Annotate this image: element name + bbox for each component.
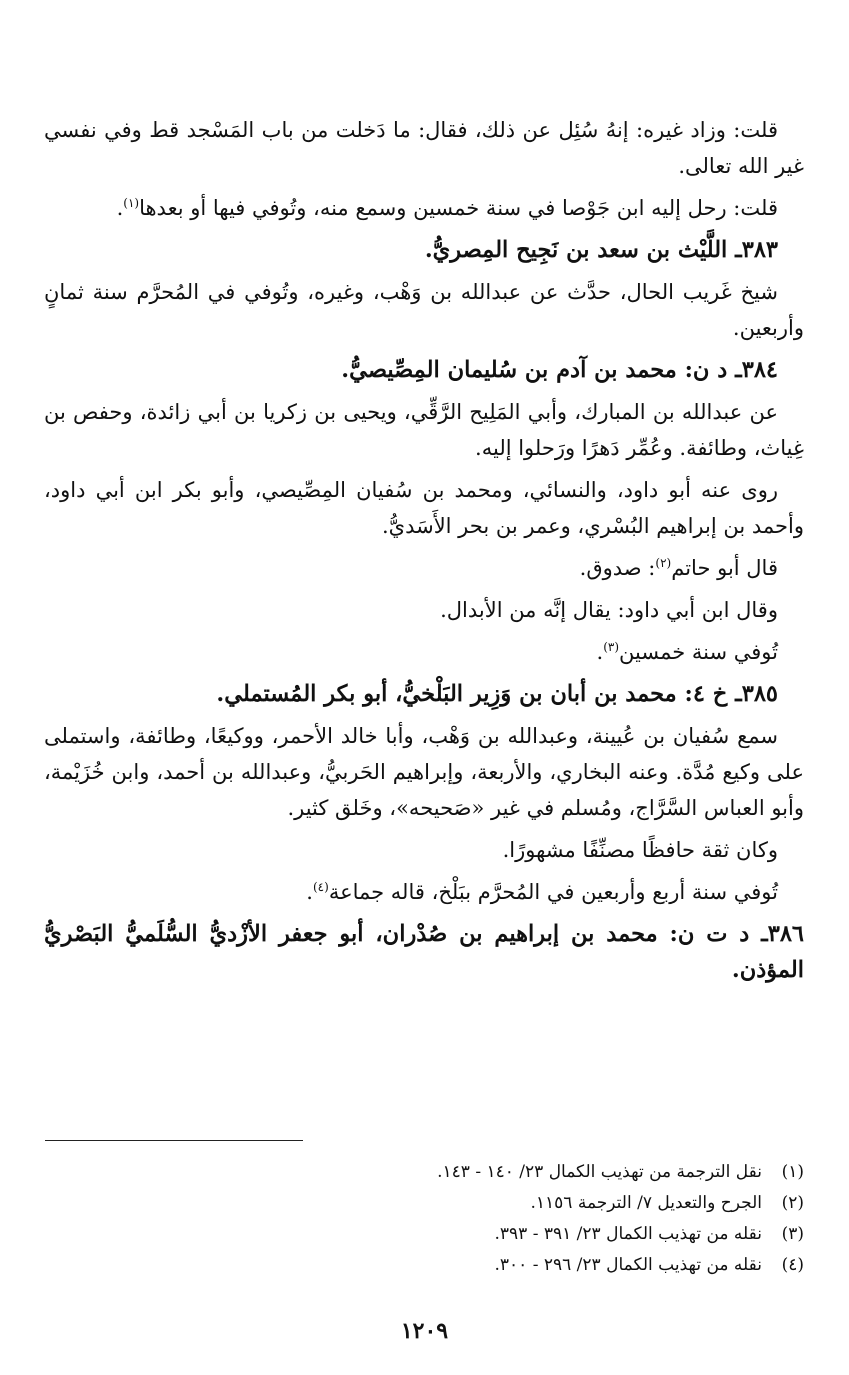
footnote-number: (٤) bbox=[781, 1255, 804, 1275]
paragraph bbox=[44, 472, 804, 544]
paragraph-text: سمع سُفيان بن عُيينة، وعبدالله بن وَهْب، وأبا خالد الأحمر، ووكيعًا، وطائفة، واستملى على وكيع مُدَّة. وعنه البخاري، والأربعة، وإبراهيم الحَربيُّ، وعبدالله بن أحمد، وابن خُزَيْمة، وأبو العباس السَّرَّاج، ومُسلم في غير «صَحيحه»، وخَلق كثير. bbox=[44, 724, 804, 820]
paragraph bbox=[44, 718, 804, 826]
entry-heading bbox=[44, 352, 804, 388]
paragraph-text: روى عنه أبو داود، والنسائي، ومحمد بن سُفيان المِصِّيصي، وأبو بكر ابن أبي داود، وأحمد بن إبراهيم البُسْري، وعمر بن بحر الأَسَديُّ. bbox=[44, 478, 804, 538]
footnotes bbox=[44, 1157, 804, 1281]
paragraph-text: وقال ابن أبي داود: يقال إنَّه من الأبدال. bbox=[440, 598, 778, 622]
paragraph-text: عن عبدالله بن المبارك، وأبي المَلِيح الرَّقِّي، ويحيى بن زكريا بن أبي زائدة، وحفص بن غِياث، وطائفة. وعُمِّر دَهرًا ورَحلوا إليه. bbox=[44, 400, 804, 460]
paragraph-text: ٣٨٦ـ د ت ن: محمد بن إبراهيم بن صُدْران، أبو جعفر الأزْديُّ السُّلَميُّ البَصْريُّ المؤذن. bbox=[44, 921, 804, 983]
paragraph bbox=[44, 394, 804, 466]
paragraph-text: شيخ غَريب الحال، حدَّث عن عبدالله بن وَهْب، وغيره، وتُوفي في المُحرَّم سنة ثمانٍ وأربعين. bbox=[44, 280, 804, 340]
paragraph-text: قال أبو حاتم bbox=[671, 556, 778, 580]
footnote-text: نقله من تهذيب الكمال ٢٣/ ٢٩٦ - ٣٠٠. bbox=[494, 1255, 762, 1275]
paragraph-text: تُوفي سنة خمسين bbox=[619, 640, 778, 664]
paragraph-tail: . bbox=[596, 640, 604, 664]
footnote bbox=[44, 1157, 804, 1188]
paragraph-text: قلت: رحل إليه ابن جَوْصا في سنة خمسين وسمع منه، وتُوفي فيها أو بعدها bbox=[139, 196, 778, 220]
paragraph-text: وكان ثقة حافظًا مصنِّفًا مشهورًا. bbox=[502, 838, 778, 862]
page-number: ١٢٠٩ bbox=[400, 1318, 449, 1344]
paragraph-tail: . bbox=[306, 880, 313, 904]
paragraph bbox=[44, 112, 804, 184]
footnote-text: الجرح والتعديل ٧/ الترجمة ١١٥٦. bbox=[530, 1193, 762, 1213]
entry-heading bbox=[44, 232, 804, 268]
paragraph-text: قلت: وزاد غيره: إنهُ سُئِل عن ذلك، فقال: ما دَخلت من باب المَسْجد قط وفي نفسي غير الله تعالى. bbox=[44, 118, 804, 178]
paragraph bbox=[44, 832, 804, 868]
paragraph bbox=[44, 274, 804, 346]
footnote bbox=[44, 1219, 804, 1250]
footnote-text: نقل الترجمة من تهذيب الكمال ٢٣/ ١٤٠ - ١٤٣. bbox=[437, 1162, 762, 1182]
paragraph-text: ٣٨٤ـ د ن: محمد بن آدم بن سُليمان المِصِّيصيُّ. bbox=[341, 357, 778, 383]
main-text bbox=[44, 112, 804, 994]
paragraph-text: ٣٨٥ـ خ ٤: محمد بن أبان بن وَزِير البَلْخيُّ، أبو بكر المُستملي. bbox=[216, 681, 778, 707]
paragraph-text: ٣٨٣ـ اللَّيْث بن سعد بن نَجِيح المِصريُّ. bbox=[424, 237, 778, 263]
footnote-marker: (٢) bbox=[655, 556, 672, 570]
footnote-number: (١) bbox=[781, 1162, 804, 1182]
paragraph-text: تُوفي سنة أربع وأربعين في المُحرَّم ببَلْخ، قاله جماعة bbox=[328, 880, 778, 904]
entry-heading bbox=[44, 916, 804, 988]
footnote-number: (٣) bbox=[781, 1224, 804, 1244]
footnote-marker: (٣) bbox=[603, 640, 620, 654]
footnote-marker: (٤) bbox=[312, 880, 329, 894]
footnote-number: (٢) bbox=[781, 1193, 804, 1213]
footnote-text: نقله من تهذيب الكمال ٢٣/ ٣٩١ - ٣٩٣. bbox=[494, 1224, 762, 1244]
footnote-marker: (١) bbox=[123, 196, 140, 210]
footnote bbox=[44, 1188, 804, 1219]
paragraph bbox=[44, 550, 804, 586]
paragraph-tail: . bbox=[116, 196, 124, 220]
paragraph bbox=[44, 592, 804, 628]
entry-heading bbox=[44, 676, 804, 712]
footnote-separator bbox=[45, 1140, 303, 1141]
footnote bbox=[44, 1250, 804, 1281]
paragraph bbox=[44, 190, 804, 226]
paragraph bbox=[44, 634, 804, 670]
paragraph bbox=[44, 874, 804, 910]
paragraph-tail: : صدوق. bbox=[579, 556, 656, 580]
